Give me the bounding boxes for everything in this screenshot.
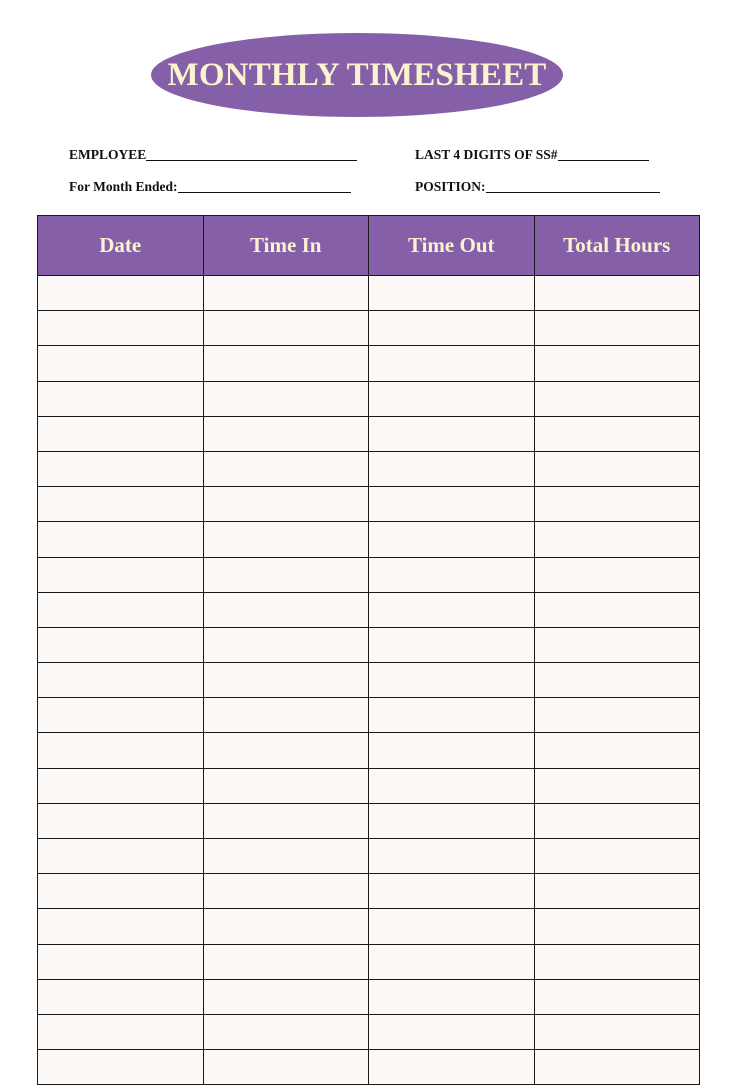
- cell-time-out[interactable]: [369, 311, 535, 346]
- cell-date[interactable]: [38, 311, 204, 346]
- cell-time-out[interactable]: [369, 733, 535, 768]
- position-field[interactable]: [415, 177, 660, 195]
- cell-time-in[interactable]: [203, 733, 369, 768]
- cell-time-out[interactable]: [369, 839, 535, 874]
- cell-time-in[interactable]: [203, 311, 369, 346]
- table-row: [38, 839, 700, 874]
- ss-digits-input-line[interactable]: [558, 147, 649, 161]
- cell-time-out[interactable]: [369, 346, 535, 381]
- column-header-time-in: Time In: [203, 216, 369, 276]
- cell-time-out[interactable]: [369, 803, 535, 838]
- cell-total-hours[interactable]: [534, 311, 700, 346]
- cell-time-out[interactable]: [369, 1014, 535, 1049]
- table-row: [38, 663, 700, 698]
- cell-total-hours[interactable]: [534, 663, 700, 698]
- cell-time-out[interactable]: [369, 522, 535, 557]
- cell-date[interactable]: [38, 592, 204, 627]
- cell-date[interactable]: [38, 451, 204, 486]
- cell-total-hours[interactable]: [534, 768, 700, 803]
- table-row: [38, 487, 700, 522]
- table-header-row: [38, 216, 700, 276]
- cell-time-out[interactable]: [369, 381, 535, 416]
- position-input-line[interactable]: [486, 179, 660, 193]
- cell-time-out[interactable]: [369, 276, 535, 311]
- cell-time-in[interactable]: [203, 627, 369, 662]
- cell-date[interactable]: [38, 803, 204, 838]
- cell-total-hours[interactable]: [534, 416, 700, 451]
- cell-date[interactable]: [38, 979, 204, 1014]
- cell-time-out[interactable]: [369, 698, 535, 733]
- cell-date[interactable]: [38, 346, 204, 381]
- timesheet-table: [37, 215, 700, 1085]
- table-row: [38, 557, 700, 592]
- cell-date[interactable]: [38, 276, 204, 311]
- cell-total-hours[interactable]: [534, 276, 700, 311]
- cell-time-out[interactable]: [369, 592, 535, 627]
- ss-digits-label: LAST 4 DIGITS OF SS#: [415, 147, 558, 162]
- cell-time-in[interactable]: [203, 768, 369, 803]
- cell-time-in[interactable]: [203, 1050, 369, 1085]
- cell-time-in[interactable]: [203, 944, 369, 979]
- cell-time-in[interactable]: [203, 803, 369, 838]
- cell-date[interactable]: [38, 557, 204, 592]
- table-row: [38, 1050, 700, 1085]
- cell-time-out[interactable]: [369, 663, 535, 698]
- cell-total-hours[interactable]: [534, 803, 700, 838]
- table-row: [38, 874, 700, 909]
- position-label: POSITION:: [415, 179, 486, 194]
- cell-total-hours[interactable]: [534, 874, 700, 909]
- cell-time-in[interactable]: [203, 979, 369, 1014]
- cell-time-in[interactable]: [203, 663, 369, 698]
- cell-time-in[interactable]: [203, 1014, 369, 1049]
- cell-total-hours[interactable]: [534, 909, 700, 944]
- cell-time-out[interactable]: [369, 768, 535, 803]
- cell-time-in[interactable]: [203, 346, 369, 381]
- cell-time-in[interactable]: [203, 451, 369, 486]
- cell-time-in[interactable]: [203, 592, 369, 627]
- cell-date[interactable]: [38, 487, 204, 522]
- cell-total-hours[interactable]: [534, 381, 700, 416]
- column-header-total-hours: Total Hours: [534, 216, 700, 276]
- cell-time-in[interactable]: [203, 276, 369, 311]
- cell-date[interactable]: [38, 944, 204, 979]
- cell-time-in[interactable]: [203, 416, 369, 451]
- cell-time-out[interactable]: [369, 487, 535, 522]
- cell-total-hours[interactable]: [534, 979, 700, 1014]
- employee-field[interactable]: [69, 145, 357, 163]
- cell-date[interactable]: [38, 768, 204, 803]
- cell-time-out[interactable]: [369, 1050, 535, 1085]
- cell-date[interactable]: [38, 733, 204, 768]
- cell-date[interactable]: [38, 698, 204, 733]
- cell-date[interactable]: [38, 522, 204, 557]
- table-row: [38, 451, 700, 486]
- cell-time-in[interactable]: [203, 522, 369, 557]
- table-row: [38, 733, 700, 768]
- cell-date[interactable]: [38, 416, 204, 451]
- cell-time-in[interactable]: [203, 909, 369, 944]
- cell-date[interactable]: [38, 1014, 204, 1049]
- employee-label: EMPLOYEE: [69, 147, 147, 162]
- table-row: [38, 416, 700, 451]
- table-row: [38, 276, 700, 311]
- column-header-date: Date: [38, 216, 204, 276]
- cell-time-in[interactable]: [203, 381, 369, 416]
- cell-time-out[interactable]: [369, 451, 535, 486]
- table-row: [38, 768, 700, 803]
- table-row: [38, 698, 700, 733]
- cell-time-out[interactable]: [369, 557, 535, 592]
- cell-time-in[interactable]: [203, 557, 369, 592]
- page-title: MONTHLY TIMESHEET: [167, 56, 547, 93]
- cell-date[interactable]: [38, 874, 204, 909]
- month-ended-label: For Month Ended:: [69, 179, 178, 194]
- cell-total-hours[interactable]: [534, 733, 700, 768]
- table-row: [38, 909, 700, 944]
- cell-time-in[interactable]: [203, 698, 369, 733]
- table-row: [38, 803, 700, 838]
- cell-date[interactable]: [38, 627, 204, 662]
- cell-total-hours[interactable]: [534, 592, 700, 627]
- cell-time-in[interactable]: [203, 487, 369, 522]
- cell-total-hours[interactable]: [534, 487, 700, 522]
- cell-date[interactable]: [38, 909, 204, 944]
- table-row: [38, 311, 700, 346]
- month-ended-input-line[interactable]: [178, 179, 351, 193]
- cell-total-hours[interactable]: [534, 346, 700, 381]
- column-header-time-out: Time Out: [369, 216, 535, 276]
- title-banner: [151, 33, 563, 117]
- table-body: [38, 276, 700, 1085]
- cell-date[interactable]: [38, 663, 204, 698]
- cell-time-out[interactable]: [369, 416, 535, 451]
- cell-total-hours[interactable]: [534, 522, 700, 557]
- cell-total-hours[interactable]: [534, 1050, 700, 1085]
- table-row: [38, 1014, 700, 1049]
- cell-total-hours[interactable]: [534, 1014, 700, 1049]
- table-row: [38, 346, 700, 381]
- table-row: [38, 944, 700, 979]
- cell-total-hours[interactable]: [534, 451, 700, 486]
- cell-date[interactable]: [38, 381, 204, 416]
- table-row: [38, 592, 700, 627]
- cell-total-hours[interactable]: [534, 627, 700, 662]
- cell-total-hours[interactable]: [534, 557, 700, 592]
- cell-time-in[interactable]: [203, 874, 369, 909]
- cell-time-out[interactable]: [369, 944, 535, 979]
- cell-time-out[interactable]: [369, 874, 535, 909]
- cell-total-hours[interactable]: [534, 839, 700, 874]
- cell-date[interactable]: [38, 1050, 204, 1085]
- table-row: [38, 522, 700, 557]
- cell-date[interactable]: [38, 839, 204, 874]
- table-row: [38, 381, 700, 416]
- cell-total-hours[interactable]: [534, 944, 700, 979]
- table-row: [38, 627, 700, 662]
- ss-digits-field[interactable]: [415, 145, 649, 163]
- cell-time-out[interactable]: [369, 627, 535, 662]
- cell-time-in[interactable]: [203, 839, 369, 874]
- table-row: [38, 979, 700, 1014]
- cell-time-out[interactable]: [369, 909, 535, 944]
- employee-input-line[interactable]: [146, 147, 357, 161]
- cell-time-out[interactable]: [369, 979, 535, 1014]
- month-ended-field[interactable]: [69, 177, 351, 195]
- cell-total-hours[interactable]: [534, 698, 700, 733]
